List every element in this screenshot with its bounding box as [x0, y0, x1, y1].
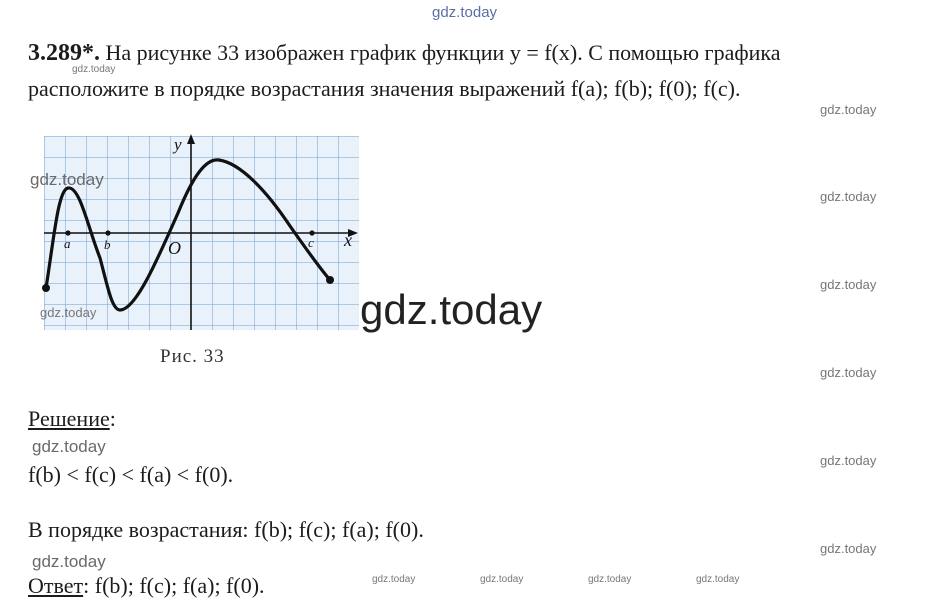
problem-text-1: На рисунке 33 изображен график функции y = f(x). С помощью графика — [105, 40, 781, 65]
label-a: a — [64, 236, 71, 251]
label-origin: O — [168, 238, 181, 258]
answer-value: : f(b); f(c); f(a); f(0). — [83, 573, 265, 598]
axis-label-y: y — [174, 135, 182, 154]
problem-number: 3.289*. — [28, 40, 100, 66]
watermark-large: gdz.today — [360, 286, 543, 333]
watermark-graph-bottom: gdz.today — [40, 305, 97, 320]
curve-end-point — [326, 276, 334, 284]
watermark-solution: gdz.today — [32, 437, 106, 456]
curve-start-point — [42, 284, 50, 292]
watermark-right: gdz.today — [820, 102, 877, 117]
watermark-right: gdz.today — [820, 277, 877, 292]
solution-heading-colon: : — [109, 406, 116, 431]
point-a — [65, 230, 70, 235]
watermark-bottom-1: gdz.today — [372, 574, 416, 585]
watermark-right: gdz.today — [820, 189, 877, 204]
label-b: b — [104, 237, 111, 252]
watermark-right: gdz.today — [820, 453, 877, 468]
solution-heading — [28, 406, 116, 432]
figure-caption: Рис. 33 — [160, 346, 225, 367]
answer-label: Ответ — [28, 573, 84, 598]
watermark-bottom-4: gdz.today — [696, 574, 740, 585]
problem-line-2: расположите в порядке возрастания значения выражений f(a); f(b); f(0); f(c). — [28, 76, 741, 101]
watermark-right: gdz.today — [820, 365, 877, 380]
point-b — [105, 230, 110, 235]
solution-heading-label: Решение — [28, 406, 110, 431]
answer-line — [28, 573, 265, 599]
solution-order: В порядке возрастания: f(b); f(c); f(a); f(0). — [28, 517, 424, 542]
label-c: c — [308, 235, 314, 250]
axis-label-x: x — [344, 230, 352, 250]
watermark-answer: gdz.today — [32, 552, 106, 571]
solution-inequality: f(b) < f(c) < f(a) < f(0). — [28, 462, 234, 487]
watermark-right: gdz.today — [820, 541, 877, 556]
watermark-bottom-3: gdz.today — [588, 574, 632, 585]
watermark-bottom-2: gdz.today — [480, 574, 524, 585]
watermark-small: gdz.today — [72, 64, 116, 75]
problem-line-1 — [28, 40, 781, 67]
watermark-graph-top: gdz.today — [30, 170, 104, 189]
watermark-top: gdz.today — [432, 4, 498, 21]
